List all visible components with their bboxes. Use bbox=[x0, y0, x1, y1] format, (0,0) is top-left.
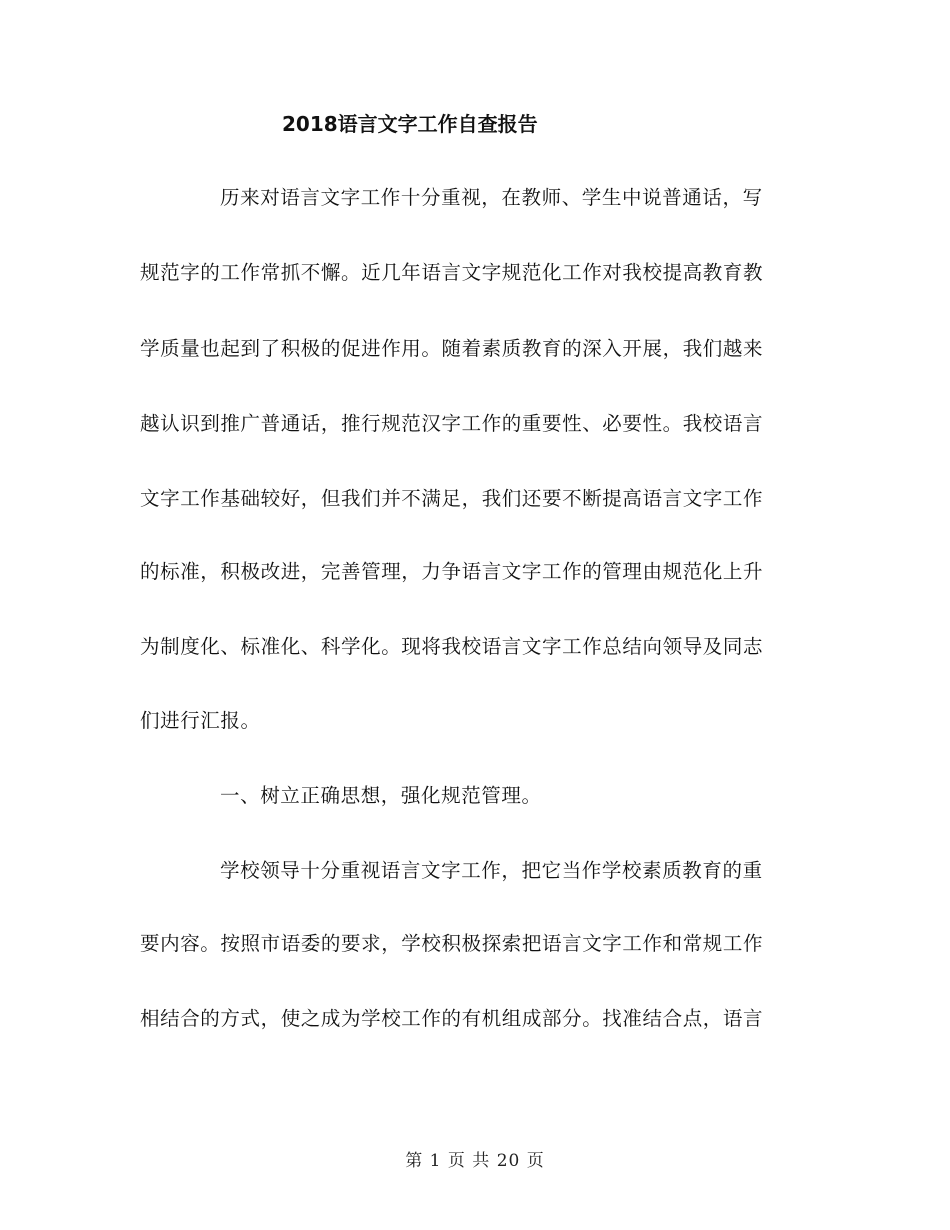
paragraph-line: 规范字的工作常抓不懈。近几年语言文字规范化工作对我校提高教育教 bbox=[140, 261, 764, 284]
paragraph-line: 学校领导十分重视语言文字工作，把它当作学校素质教育的重 bbox=[220, 859, 763, 882]
paragraph-line: 要内容。按照市语委的要求，学校积极探索把语言文字工作和常规工作 bbox=[140, 932, 764, 955]
paragraph-line: 文字工作基础较好，但我们并不满足，我们还要不断提高语言文字工作 bbox=[140, 487, 764, 510]
paragraph-line: 们进行汇报。 bbox=[140, 709, 261, 732]
paragraph-line: 越认识到推广普通话，推行规范汉字工作的重要性、必要性。我校语言 bbox=[140, 412, 764, 435]
paragraph-line: 的标准，积极改进，完善管理，力争语言文字工作的管理由规范化上升 bbox=[140, 560, 764, 583]
paragraph-line: 学质量也起到了积极的促进作用。随着素质教育的深入开展，我们越来 bbox=[140, 337, 764, 360]
paragraph-line: 为制度化、标准化、科学化。现将我校语言文字工作总结向领导及同志 bbox=[140, 635, 764, 658]
document-title: 2018语言文字工作自查报告 bbox=[282, 112, 538, 136]
paragraph-line: 相结合的方式，使之成为学校工作的有机组成部分。找准结合点，语言 bbox=[140, 1007, 764, 1030]
paragraph-line: 历来对语言文字工作十分重视，在教师、学生中说普通话，写 bbox=[220, 186, 763, 209]
section-heading: 一、树立正确思想，强化规范管理。 bbox=[220, 784, 542, 807]
page-number-footer: 第 1 页 共 20 页 bbox=[405, 1151, 545, 1171]
